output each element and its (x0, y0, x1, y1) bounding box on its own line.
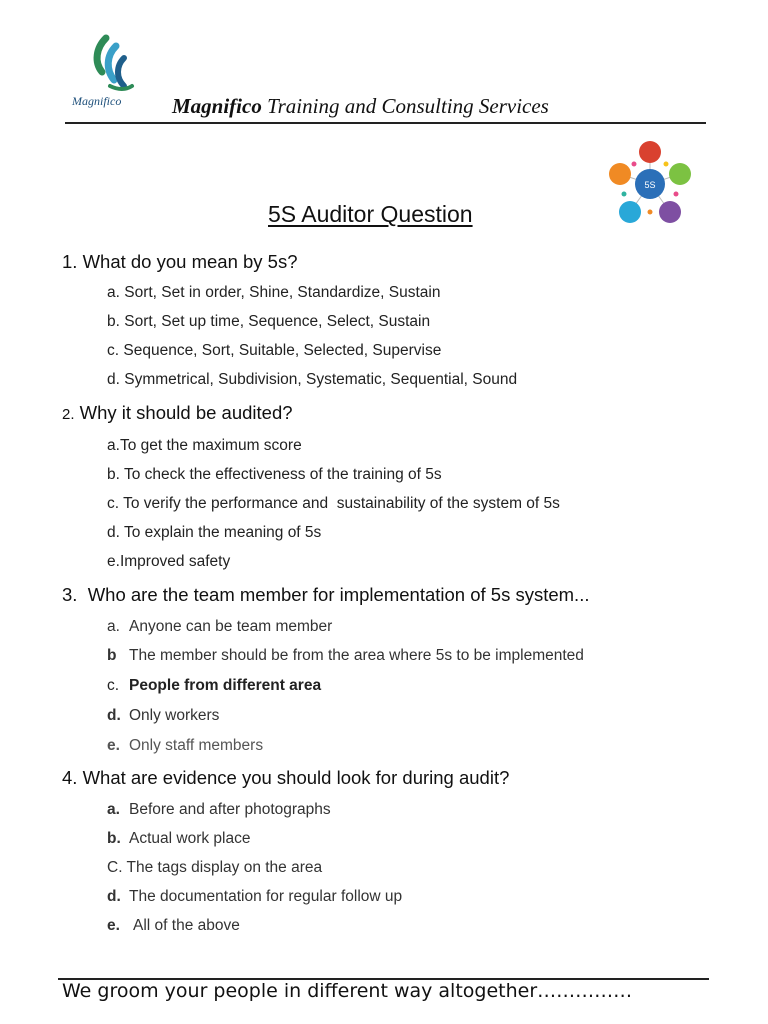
q2-option-a (107, 437, 302, 455)
option-text: The tags display on the area (126, 859, 323, 876)
company-brand: Magnifico (172, 94, 262, 118)
q4-option-e (107, 917, 240, 935)
company-name (172, 94, 549, 119)
q1-option-c (107, 342, 441, 360)
option-letter: d. (107, 707, 121, 724)
option-text: All of the above (133, 917, 240, 934)
option-letter: d. (107, 524, 120, 541)
q4-option-b (107, 830, 250, 848)
q2-option-c (107, 495, 560, 513)
question-number: 4. (62, 767, 78, 788)
option-text: To check the effectiveness of the training of 5s (123, 466, 442, 483)
option-letter: c. (107, 677, 120, 694)
option-text: Sequence, Sort, Suitable, Selected, Supervise (123, 342, 442, 359)
option-letter: b. (107, 313, 120, 330)
question-3 (62, 584, 589, 606)
option-text: To explain the meaning of 5s (123, 524, 322, 541)
option-letter: d. (107, 888, 121, 905)
option-letter: c. (107, 342, 120, 359)
option-text: People from different area (129, 677, 322, 694)
question-text: What do you mean by 5s? (82, 251, 298, 272)
logo-wordmark: Magnifico (72, 94, 122, 108)
footer-slogan: We groom your people in different way altogether…………… (62, 980, 633, 1002)
q3-option-b (107, 647, 584, 665)
option-letter: C. (107, 859, 123, 876)
option-letter: b. (107, 466, 120, 483)
option-text: Actual work place (129, 830, 251, 847)
q2-option-e (107, 553, 230, 571)
q3-option-d (107, 707, 219, 725)
question-text: Who are the team member for implementation of 5s system... (87, 584, 590, 605)
option-text: Symmetrical, Subdivision, Systematic, Sequential, Sound (124, 371, 518, 388)
question-1 (62, 251, 298, 273)
option-text: To verify the performance and sustainability of the system of 5s (123, 495, 560, 512)
option-letter: b (107, 647, 117, 664)
q3-option-c (107, 677, 321, 695)
question-4 (62, 767, 509, 789)
option-letter: d. (107, 371, 120, 388)
option-text: Sort, Set in order, Shine, Standardize, Sustain (124, 284, 441, 301)
option-letter: b. (107, 830, 121, 847)
header-rule (65, 122, 706, 124)
q3-option-a (107, 618, 332, 636)
question-number: 3. (62, 584, 78, 605)
company-tagline: Training and Consulting Services (267, 94, 549, 118)
option-letter: e. (107, 917, 120, 934)
option-letter: e. (107, 553, 120, 570)
q1-option-d (107, 371, 517, 389)
option-letter: a. (107, 618, 120, 635)
option-text: The member should be from the area where 5s to be implemented (129, 647, 584, 664)
page-title: 5S Auditor Question (268, 201, 473, 227)
question-number: 1. (62, 251, 78, 272)
question-text: What are evidence you should look for during audit? (82, 767, 510, 788)
q3-option-e (107, 737, 263, 755)
option-letter: a. (107, 437, 120, 454)
q2-option-d (107, 524, 321, 542)
5s-cluster-graphic (604, 138, 696, 228)
option-letter: a. (107, 284, 120, 301)
option-text: Improved safety (119, 553, 231, 570)
q1-option-a (107, 284, 440, 302)
option-text: Only workers (129, 707, 220, 724)
option-text: The documentation for regular follow up (129, 888, 403, 905)
option-text: Sort, Set up time, Sequence, Select, Sustain (124, 313, 431, 330)
option-text: Anyone can be team member (129, 618, 333, 635)
option-text: Before and after photographs (129, 801, 331, 818)
option-letter: c. (107, 495, 120, 512)
option-text: Only staff members (129, 737, 264, 754)
q1-option-b (107, 313, 430, 331)
cluster-center-label: 5S (644, 180, 656, 190)
question-text: Why it should be audited? (79, 402, 293, 423)
option-text: To get the maximum score (119, 437, 302, 454)
question-number: 2. (62, 406, 75, 423)
q4-option-c (107, 859, 322, 877)
option-letter: a. (107, 801, 120, 818)
q4-option-a (107, 801, 331, 819)
q4-option-d (107, 888, 402, 906)
question-2 (62, 402, 293, 424)
option-letter: e. (107, 737, 120, 754)
q2-option-b (107, 466, 442, 484)
